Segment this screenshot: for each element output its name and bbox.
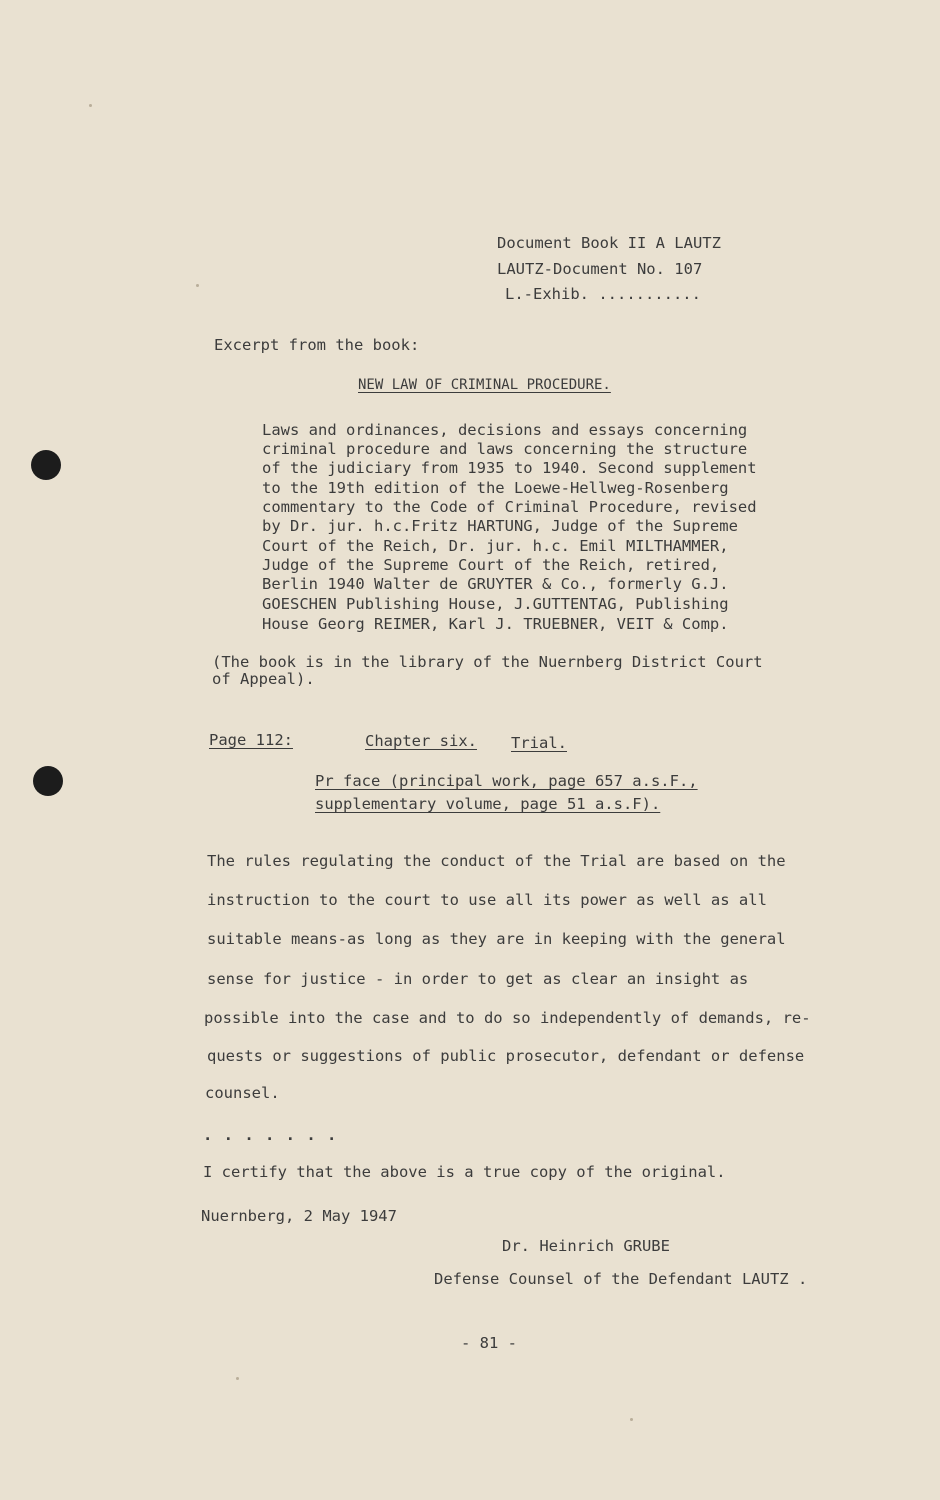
reference-line: supplementary volume, page 51 a.s.F). bbox=[315, 795, 661, 813]
body-text-line: sense for justice - in order to get as clear an insight as bbox=[207, 970, 749, 988]
body-text-line: quests or suggestions of public prosecutor, defendant or defense bbox=[207, 1047, 805, 1065]
book-description-line: Court of the Reich, Dr. jur. h.c. Emil MILTHAMMER, bbox=[262, 537, 729, 555]
paper-speck bbox=[196, 284, 199, 287]
page-reference: Page 112: bbox=[209, 731, 293, 749]
page-number: - 81 - bbox=[461, 1334, 517, 1352]
book-description-line: House Georg REIMER, Karl J. TRUEBNER, VEIT & Comp. bbox=[262, 615, 729, 633]
library-note-line: (The book is in the library of the Nuernberg District Court bbox=[212, 653, 763, 671]
body-text-line: counsel. bbox=[205, 1084, 280, 1102]
paper-speck bbox=[89, 104, 92, 107]
book-description-line: Laws and ordinances, decisions and essays concerning bbox=[262, 421, 748, 439]
book-title: NEW LAW OF CRIMINAL PROCEDURE. bbox=[358, 377, 611, 393]
body-text-line: The rules regulating the conduct of the Trial are based on the bbox=[207, 852, 786, 870]
book-description-line: commentary to the Code of Criminal Procedure, revised bbox=[262, 498, 757, 516]
paper-speck bbox=[236, 1377, 239, 1380]
excerpt-intro: Excerpt from the book: bbox=[214, 336, 420, 354]
omission-dots: . . . . . . . bbox=[203, 1126, 338, 1144]
topic-heading: Trial. bbox=[511, 734, 567, 752]
paper-speck bbox=[630, 1418, 633, 1421]
body-text-line: possible into the case and to do so independently of demands, re- bbox=[204, 1009, 811, 1027]
header-document-number: LAUTZ-Document No. 107 bbox=[497, 260, 703, 278]
punch-hole-top bbox=[31, 450, 61, 480]
header-exhibit: L.-Exhib. ........... bbox=[505, 285, 701, 303]
library-note-line: of Appeal). bbox=[212, 670, 315, 688]
book-description-line: to the 19th edition of the Loewe-Hellweg-Rosenberg bbox=[262, 479, 729, 497]
certification-statement: I certify that the above is a true copy of the original. bbox=[203, 1163, 726, 1181]
punch-hole-bottom bbox=[33, 766, 63, 796]
header-document-book: Document Book II A LAUTZ bbox=[497, 234, 721, 252]
signatory-name: Dr. Heinrich GRUBE bbox=[502, 1237, 670, 1255]
signatory-title: Defense Counsel of the Defendant LAUTZ . bbox=[434, 1270, 808, 1288]
book-description-line: of the judiciary from 1935 to 1940. Second supplement bbox=[262, 459, 757, 477]
reference-line: Pr face (principal work, page 657 a.s.F., bbox=[315, 772, 698, 790]
place-and-date: Nuernberg, 2 May 1947 bbox=[201, 1207, 397, 1225]
book-description-line: GOESCHEN Publishing House, J.GUTTENTAG, Publishing bbox=[262, 595, 729, 613]
book-description-line: Berlin 1940 Walter de GRUYTER & Co., formerly G.J. bbox=[262, 575, 729, 593]
body-text-line: suitable means-as long as they are in keeping with the general bbox=[207, 930, 786, 948]
book-description-line: by Dr. jur. h.c.Fritz HARTUNG, Judge of the Supreme bbox=[262, 517, 738, 535]
book-description-line: Judge of the Supreme Court of the Reich, retired, bbox=[262, 556, 720, 574]
book-description-line: criminal procedure and laws concerning the structure bbox=[262, 440, 748, 458]
body-text-line: instruction to the court to use all its power as well as all bbox=[207, 891, 767, 909]
chapter-heading: Chapter six. bbox=[365, 732, 477, 750]
